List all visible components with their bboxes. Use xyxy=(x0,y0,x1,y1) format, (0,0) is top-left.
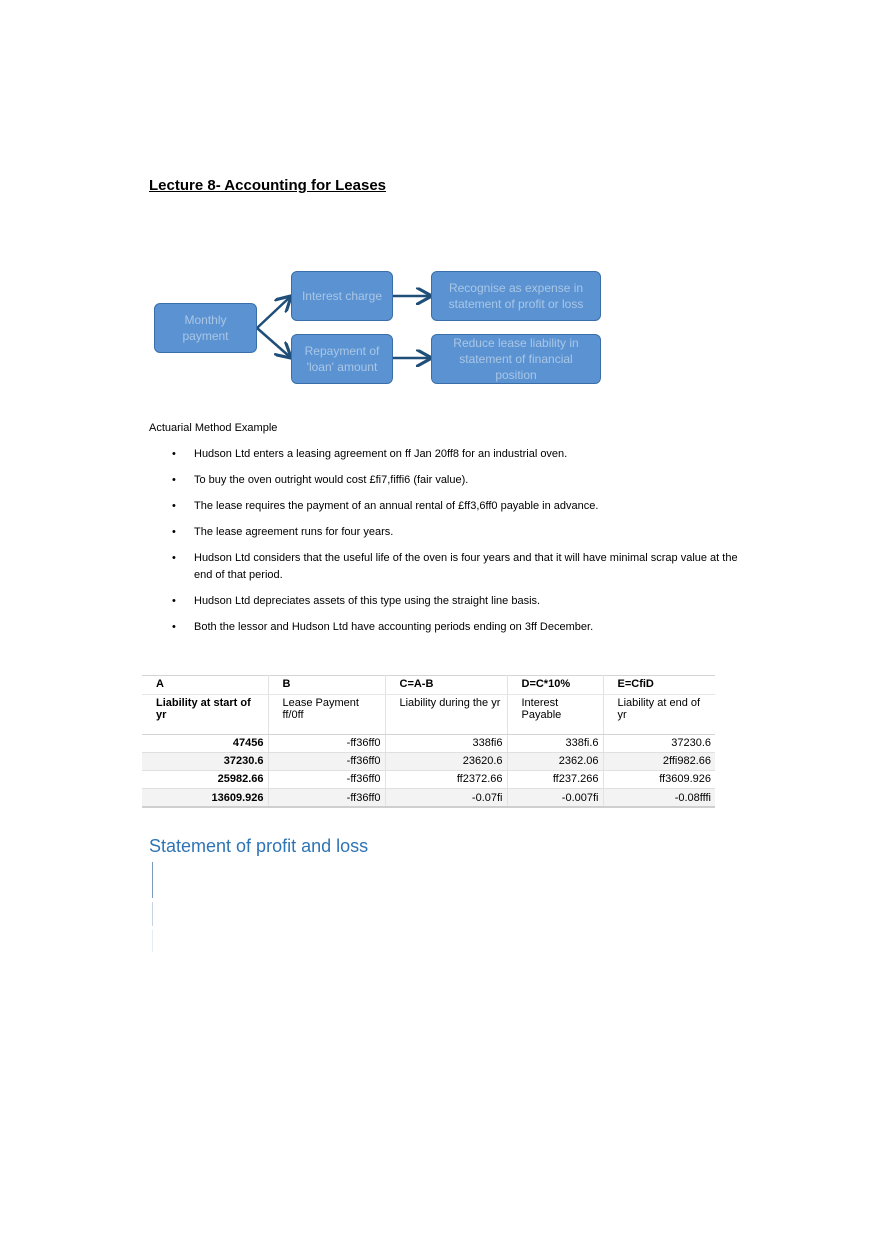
table-cell: 2362.06 xyxy=(507,753,603,771)
repayment-box: Repayment of 'loan' amount xyxy=(291,334,393,384)
bullet-text: The lease agreement runs for four years. xyxy=(194,526,394,538)
column-letter: B xyxy=(268,676,385,695)
table-cell: -ff36ff0 xyxy=(268,735,385,753)
table-cell: -0.08fffi xyxy=(603,789,715,808)
table-cell: 37230.6 xyxy=(603,735,715,753)
arrow-to-repayment xyxy=(257,328,290,357)
bullet-text: The lease requires the payment of an annual rental of £ff3,6ff0 payable in advance. xyxy=(194,500,599,512)
reduce-liability-box: Reduce lease liability in statement of financial position xyxy=(431,334,601,384)
bullet-icon: • xyxy=(172,526,176,538)
lease-schedule-table xyxy=(142,675,715,808)
table-cell: ff2372.66 xyxy=(385,771,507,789)
bullet-icon: • xyxy=(172,448,176,460)
table-cell: 37230.6 xyxy=(142,753,268,771)
column-title: Lease Payment ff/0ff xyxy=(268,695,385,735)
column-letter: C=A-B xyxy=(385,676,507,695)
table-header-titles xyxy=(142,695,715,735)
example-bullet-list xyxy=(168,446,748,645)
bullet-icon: • xyxy=(172,595,176,607)
table-cell: 13609.926 xyxy=(142,789,268,808)
list-item xyxy=(168,498,748,515)
table-row xyxy=(142,735,715,753)
column-title: Liability at end of yr xyxy=(603,695,715,735)
table-cell: 47456 xyxy=(142,735,268,753)
table-cell: 338fi.6 xyxy=(507,735,603,753)
column-title: Interest Payable xyxy=(507,695,603,735)
table-cell: -ff36ff0 xyxy=(268,771,385,789)
column-letter: E=CfiD xyxy=(603,676,715,695)
table-row xyxy=(142,789,715,808)
profit-loss-heading: Statement of profit and loss xyxy=(149,836,369,856)
list-item xyxy=(168,593,748,610)
table-cell: ff237.266 xyxy=(507,771,603,789)
table-row xyxy=(142,753,715,771)
example-heading: Actuarial Method Example xyxy=(149,422,278,434)
bullet-text: To buy the oven outright would cost £fi7,fiffi6 (fair value). xyxy=(194,474,469,486)
bullet-icon: • xyxy=(172,500,176,512)
table-cell: -0.007fi xyxy=(507,789,603,808)
table-cell: 338fi6 xyxy=(385,735,507,753)
table-cell: 2ffi982.66 xyxy=(603,753,715,771)
bullet-text: Hudson Ltd enters a leasing agreement on ff Jan 20ff8 for an industrial oven. xyxy=(194,448,568,460)
list-item xyxy=(168,619,748,636)
column-letter: A xyxy=(142,676,268,695)
bullet-text: Hudson Ltd depreciates assets of this type using the straight line basis. xyxy=(194,595,541,607)
list-item xyxy=(168,446,748,463)
text-cursor xyxy=(152,862,153,898)
list-item xyxy=(168,550,748,584)
arrow-to-interest xyxy=(257,297,290,328)
column-letter: D=C*10% xyxy=(507,676,603,695)
list-item xyxy=(168,524,748,541)
bullet-icon: • xyxy=(172,474,176,486)
monthly-payment-box: Monthly payment xyxy=(154,303,257,353)
table-row xyxy=(142,771,715,789)
table-cell: -ff36ff0 xyxy=(268,753,385,771)
bullet-icon: • xyxy=(172,552,176,564)
bullet-text: Hudson Ltd considers that the useful life of the oven is four years and that it will have minimal scrap value at the end of that period. xyxy=(194,552,738,581)
bullet-text: Both the lessor and Hudson Ltd have accounting periods ending on 3ff December. xyxy=(194,621,594,633)
column-title: Liability at start of yr xyxy=(142,695,268,735)
interest-charge-box: Interest charge xyxy=(291,271,393,321)
table-cell: -ff36ff0 xyxy=(268,789,385,808)
table-cell: 25982.66 xyxy=(142,771,268,789)
list-item xyxy=(168,472,748,489)
page-title: Lecture 8- Accounting for Leases xyxy=(149,177,386,194)
table-cell: 23620.6 xyxy=(385,753,507,771)
recognise-expense-box: Recognise as expense in statement of profit or loss xyxy=(431,271,601,321)
table-header-letters xyxy=(142,676,715,695)
text-cursor-faint xyxy=(152,902,153,926)
table-cell: -0.07fi xyxy=(385,789,507,808)
text-cursor-fainter xyxy=(152,930,153,952)
table-cell: ff3609.926 xyxy=(603,771,715,789)
column-title: Liability during the yr xyxy=(385,695,507,735)
bullet-icon: • xyxy=(172,621,176,633)
